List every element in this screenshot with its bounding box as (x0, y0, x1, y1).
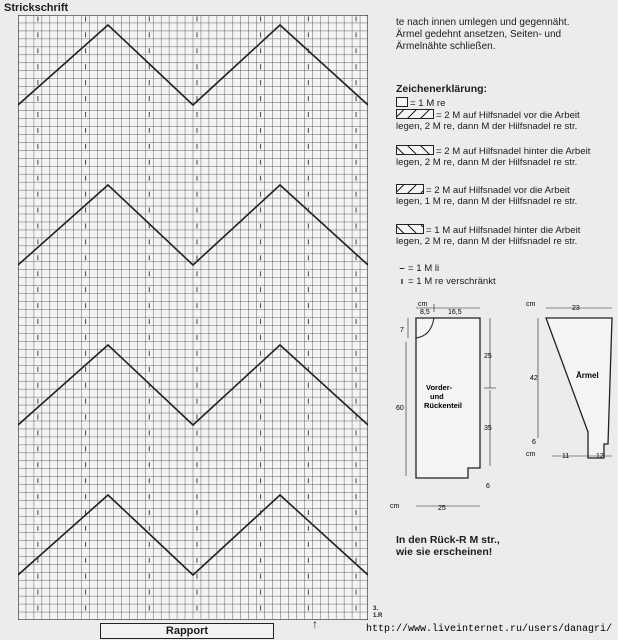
sleeve-label: Ärmel (576, 371, 599, 380)
dim-sleeve-bottom-b: 12 (596, 453, 604, 460)
cable-back-4-symbol-icon (396, 145, 434, 155)
legend-text: = 1 M auf Hilfsnadel hinter die Arbeit legen, 2 M re, dann M der Hilfsnadel re str. (396, 225, 581, 248)
row-numbers (373, 606, 382, 620)
legend-item (396, 263, 596, 274)
dim-top-a: 8,5 (420, 309, 430, 316)
legend-text: = 2 M auf Hilfsnadel hinter die Arbeit legen, 2 M re, dann M der Hilfsnadel re str. (396, 146, 591, 169)
dim-sleeve-cuff: 6 (532, 439, 536, 446)
row-number-3: 3. (373, 606, 379, 612)
legend-item (396, 109, 596, 133)
watermark-url: http://www.liveinternet.ru/users/danagri/ (366, 624, 613, 635)
sleeve-piece (526, 301, 612, 460)
dim-hem: 6 (486, 483, 490, 490)
unit-label: cm (526, 301, 536, 308)
legend-title: Zeichenerklärung: (396, 83, 488, 95)
body-piece (390, 301, 496, 512)
chart-title: Strickschrift (4, 2, 69, 14)
legend-text: = 1 M re (410, 98, 446, 109)
dim-sleeve-top: 23 (572, 305, 580, 312)
legend-item (396, 224, 596, 248)
knitting-chart (18, 15, 368, 620)
legend-item (396, 276, 596, 287)
dim-neck: 7 (400, 327, 404, 334)
dim-sleeve-length: 42 (530, 375, 538, 382)
unit-label: cm (418, 301, 428, 308)
dim-sleeve-bottom-a: 11 (562, 453, 570, 460)
legend-text: = 1 M li (408, 263, 440, 274)
rapport-label: Rapport (100, 623, 274, 639)
legend-text: = 1 M re verschränkt (408, 276, 496, 287)
footer-note: In den Rück-R M str., wie sie erscheinen! (396, 534, 500, 558)
dim-top-b: 16,5 (448, 309, 462, 316)
legend-item (396, 97, 596, 109)
body-label-3: Rückenteil (424, 401, 462, 410)
body-label-1: Vorder- (426, 383, 453, 392)
dim-right-lower: 35 (484, 425, 492, 432)
unit-label: cm (526, 451, 536, 458)
dim-left-total: 60 (396, 405, 404, 412)
start-arrow-icon: ↑ (312, 617, 318, 631)
legend-text: = 2 M auf Hilfsnadel vor die Arbeit legen, 2 M re, dann M der Hilfsnadel re str. (396, 110, 580, 133)
cable-front-3-symbol-icon (396, 184, 424, 194)
unit-label: cm (390, 503, 400, 510)
row-number-1: 1.R (373, 613, 383, 619)
intro-paragraph: te nach innen umlegen und gegennäht. Ärmel gedehnt ansetzen, Seiten- und Ärmelnähte schließen. (396, 17, 570, 52)
legend-text: = 2 M auf Hilfsnadel vor die Arbeit legen, 1 M re, dann M der Hilfsnadel re str. (396, 185, 578, 208)
body-label-2: und (430, 392, 444, 401)
cable-back-3-symbol-icon (396, 224, 424, 234)
twisted-knit-symbol-icon: ı (400, 276, 404, 287)
dim-bottom-width: 25 (438, 505, 446, 512)
purl-symbol-icon: – (399, 263, 405, 274)
dim-right-upper: 25 (484, 353, 492, 360)
legend-item (396, 145, 596, 169)
knit-stitch-symbol-icon (396, 97, 408, 107)
legend-item (396, 184, 596, 208)
size-schematic (376, 298, 616, 528)
cable-front-4-symbol-icon (396, 109, 434, 119)
